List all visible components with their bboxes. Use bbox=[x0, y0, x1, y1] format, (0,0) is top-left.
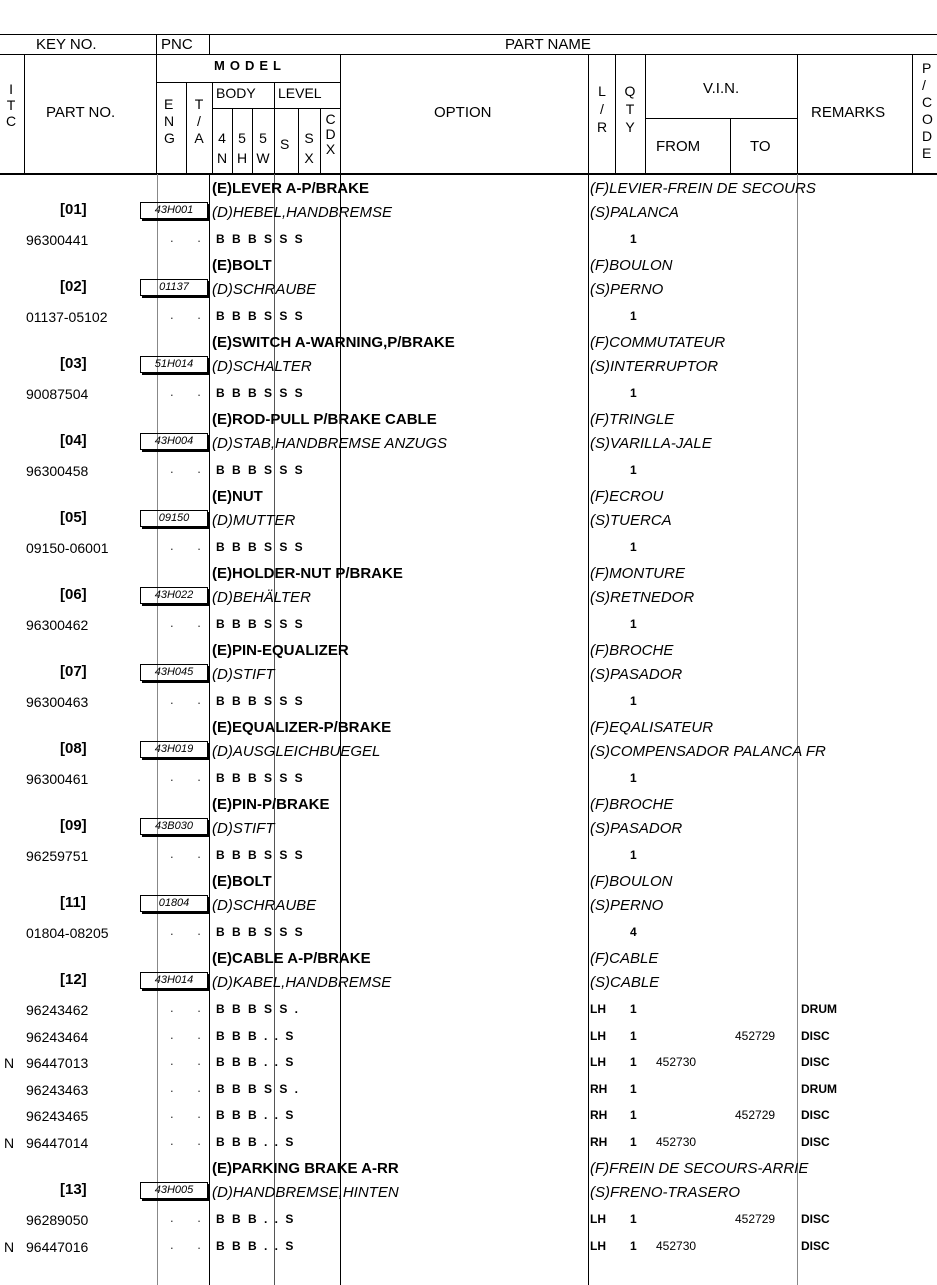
german-name: (D)AUSGLEICHBUEGEL bbox=[212, 743, 381, 760]
itc-code: N bbox=[4, 1134, 15, 1151]
part-number: 96259751 bbox=[26, 848, 89, 864]
model-applicability: B B B S S S bbox=[216, 540, 304, 554]
english-name: (E)NUT bbox=[212, 488, 263, 505]
key-number: [09] bbox=[60, 817, 87, 834]
level-sx-header: S X bbox=[304, 130, 314, 166]
ta-header: T / A bbox=[194, 96, 204, 146]
model-applicability: B B B S S . bbox=[216, 1002, 300, 1016]
qty-value: 1 bbox=[630, 771, 637, 785]
eng-ta-marks: . . bbox=[170, 1236, 211, 1252]
german-name: (D)HANDBREMSE,HINTEN bbox=[212, 1184, 399, 1201]
remarks-value: DISC bbox=[801, 1028, 830, 1043]
part-number: 96447013 bbox=[26, 1055, 89, 1071]
part-no-header: PART NO. bbox=[46, 104, 116, 121]
qty-value: 1 bbox=[630, 463, 637, 477]
key-no-header: KEY NO. bbox=[36, 36, 97, 53]
remarks-value: DISC bbox=[801, 1238, 830, 1253]
part-number: 01137-05102 bbox=[26, 309, 108, 325]
french-name: (F)BOULON bbox=[590, 873, 673, 890]
english-name: (E)PIN-P/BRAKE bbox=[212, 796, 330, 813]
german-name: (D)STAB,HANDBREMSE ANZUGS bbox=[212, 435, 448, 452]
eng-ta-marks: . . bbox=[170, 1000, 211, 1015]
model-applicability: B B B S S S bbox=[216, 232, 304, 246]
key-number: [13] bbox=[60, 1181, 87, 1198]
part-number: 96289050 bbox=[26, 1212, 89, 1228]
part-number: 96243464 bbox=[26, 1028, 89, 1045]
part-number: 96243463 bbox=[26, 1081, 89, 1098]
part-number: 96300458 bbox=[26, 463, 89, 479]
body-5h-header: 5 H bbox=[236, 130, 248, 166]
model-applicability: B B B . . S bbox=[216, 1028, 295, 1043]
level-s-header: S bbox=[280, 136, 290, 152]
spanish-name: (S)PERNO bbox=[590, 281, 664, 298]
eng-ta-marks: . . bbox=[170, 1210, 211, 1225]
english-name: (E)SWITCH A-WARNING,P/BRAKE bbox=[212, 334, 455, 351]
model-applicability: B B B S S S bbox=[216, 848, 304, 862]
part-number: 90087504 bbox=[26, 386, 89, 402]
pnc-box: 43H014 bbox=[140, 972, 208, 989]
model-applicability: B B B . . S bbox=[216, 1055, 295, 1069]
english-name: (E)LEVER A-P/BRAKE bbox=[212, 180, 369, 197]
spanish-name: (S)PASADOR bbox=[590, 666, 683, 683]
english-name: (E)PARKING BRAKE A-RR bbox=[212, 1160, 399, 1177]
part-number: 96300462 bbox=[26, 617, 89, 633]
qty-value: 1 bbox=[630, 1055, 637, 1069]
body-header: BODY bbox=[216, 85, 256, 101]
part-number: 96300463 bbox=[26, 694, 89, 710]
french-name: (F)BOULON bbox=[590, 257, 673, 274]
lr-value: LH bbox=[590, 1028, 606, 1043]
qty-value: 1 bbox=[630, 694, 637, 708]
model-applicability: B B B S S S bbox=[216, 617, 304, 631]
spanish-name: (S)RETNEDOR bbox=[590, 589, 695, 606]
english-name: (E)CABLE A-P/BRAKE bbox=[212, 950, 371, 967]
english-name: (E)EQUALIZER-P/BRAKE bbox=[212, 719, 392, 736]
eng-header: E N G bbox=[164, 96, 175, 146]
french-name: (F)ECROU bbox=[590, 488, 664, 505]
option-header: OPTION bbox=[434, 104, 492, 121]
body-5w-header: 5 W bbox=[256, 130, 270, 166]
qty-value: 1 bbox=[630, 1238, 637, 1253]
part-number: 96447014 bbox=[26, 1134, 89, 1151]
key-number: [12] bbox=[60, 971, 87, 988]
qty-value: 1 bbox=[630, 309, 637, 323]
french-name: (F)BROCHE bbox=[590, 642, 674, 659]
pnc-box: 43H019 bbox=[140, 741, 208, 758]
pnc-header: PNC bbox=[161, 36, 193, 53]
french-name: (F)BROCHE bbox=[590, 796, 674, 813]
part-number: 96243462 bbox=[26, 1002, 89, 1018]
lr-value: RH bbox=[590, 1134, 608, 1149]
model-applicability: B B B . . S bbox=[216, 1238, 295, 1253]
vin-to: 452729 bbox=[735, 1028, 776, 1043]
qty-value: 1 bbox=[630, 1002, 637, 1016]
vin-to: 452729 bbox=[735, 1108, 776, 1122]
spanish-name: (S)COMPENSADOR PALANCA FR bbox=[590, 743, 826, 760]
vin-from: 452730 bbox=[656, 1055, 697, 1069]
remarks-value: DRUM bbox=[801, 1002, 837, 1016]
eng-ta-marks: . . bbox=[170, 1053, 211, 1068]
eng-ta-marks: . . bbox=[170, 1079, 211, 1095]
qty-value: 4 bbox=[630, 925, 637, 939]
spanish-name: (S)VARILLA-JALE bbox=[590, 435, 712, 452]
pnc-box: 43H004 bbox=[140, 433, 208, 450]
english-name: (E)BOLT bbox=[212, 873, 272, 890]
qty-value: 1 bbox=[630, 540, 637, 554]
english-name: (E)ROD-PULL P/BRAKE CABLE bbox=[212, 411, 437, 428]
spanish-name: (S)FRENO-TRASERO bbox=[590, 1184, 740, 1201]
itc-code: N bbox=[4, 1238, 15, 1255]
french-name: (F)LEVIER-FREIN DE SECOURS bbox=[590, 180, 816, 197]
key-number: [05] bbox=[60, 509, 87, 526]
spanish-name: (S)TUERCA bbox=[590, 512, 672, 529]
eng-ta-marks: . . bbox=[170, 1026, 211, 1042]
part-number: 96300461 bbox=[26, 771, 89, 787]
pnc-box: 01804 bbox=[140, 895, 208, 912]
vin-from-header: FROM bbox=[656, 138, 701, 155]
key-number: [04] bbox=[60, 432, 87, 449]
eng-ta-marks: . . bbox=[170, 1106, 211, 1121]
model-applicability: B B B . . S bbox=[216, 1108, 295, 1122]
remarks-value: DISC bbox=[801, 1055, 830, 1069]
german-name: (D)SCHALTER bbox=[212, 358, 312, 375]
level-header: LEVEL bbox=[278, 85, 322, 101]
model-applicability: B B B S S S bbox=[216, 309, 304, 323]
vin-from: 452730 bbox=[656, 1134, 697, 1149]
pnc-box: 51H014 bbox=[140, 356, 208, 373]
eng-ta-marks: . . bbox=[170, 769, 211, 784]
model-applicability: B B B S S S bbox=[216, 925, 304, 939]
eng-ta-marks: . . bbox=[170, 923, 211, 938]
key-number: [11] bbox=[60, 894, 86, 911]
qty-value: 1 bbox=[630, 1212, 637, 1226]
eng-ta-marks: . . bbox=[170, 384, 211, 399]
part-name-header: PART NAME bbox=[505, 36, 591, 53]
part-number: 01804-08205 bbox=[26, 925, 109, 941]
eng-ta-marks: . . bbox=[170, 692, 211, 707]
header-top-rule bbox=[0, 34, 937, 35]
model-applicability: B B B S S . bbox=[216, 1081, 300, 1096]
key-number: [08] bbox=[60, 740, 87, 757]
body-4n-header: 4 N bbox=[216, 130, 228, 166]
vin-from: 452730 bbox=[656, 1238, 697, 1253]
lr-value: LH bbox=[590, 1055, 606, 1069]
key-number: [06] bbox=[60, 586, 87, 603]
lr-header: L / R bbox=[596, 83, 608, 135]
french-name: (F)EQALISATEUR bbox=[590, 719, 714, 736]
pnc-box: 01137 bbox=[140, 279, 208, 296]
english-name: (E)BOLT bbox=[212, 257, 272, 274]
qty-value: 1 bbox=[630, 232, 637, 246]
german-name: (D)SCHRAUBE bbox=[212, 897, 317, 914]
english-name: (E)PIN-EQUALIZER bbox=[212, 642, 349, 659]
model-applicability: B B B S S S bbox=[216, 463, 304, 477]
itc-code: N bbox=[4, 1055, 15, 1071]
spanish-name: (S)CABLE bbox=[590, 974, 660, 991]
vin-header: V.I.N. bbox=[703, 80, 740, 97]
lr-value: LH bbox=[590, 1002, 606, 1016]
model-applicability: B B B S S S bbox=[216, 694, 304, 708]
lr-column-rule bbox=[588, 174, 589, 1285]
eng-ta-marks: . . bbox=[170, 461, 211, 476]
model-applicability: B B B . . S bbox=[216, 1212, 295, 1226]
lr-value: RH bbox=[590, 1108, 608, 1122]
remarks-value: DISC bbox=[801, 1134, 830, 1149]
part-number: 96243465 bbox=[26, 1108, 89, 1124]
model-rule bbox=[156, 82, 340, 83]
german-name: (D)MUTTER bbox=[212, 512, 296, 529]
model-applicability: B B B . . S bbox=[216, 1134, 295, 1149]
qty-value: 1 bbox=[630, 848, 637, 862]
eng-ta-marks: . . bbox=[170, 615, 211, 630]
french-name: (F)TRINGLE bbox=[590, 411, 675, 428]
model-applicability: B B B S S S bbox=[216, 771, 304, 785]
pcode-header: P / C O D E bbox=[922, 60, 933, 161]
german-name: (D)STIFT bbox=[212, 666, 275, 683]
level-cdx-header: C D X bbox=[325, 111, 336, 157]
french-name: (F)COMMUTATEUR bbox=[590, 334, 726, 351]
spanish-name: (S)PASADOR bbox=[590, 820, 683, 837]
german-name: (D)BEHÄLTER bbox=[212, 589, 311, 606]
pnc-box: 43H045 bbox=[140, 664, 208, 681]
model-applicability: B B B S S S bbox=[216, 386, 304, 400]
qty-value: 1 bbox=[630, 386, 637, 400]
pnc-box: 09150 bbox=[140, 510, 208, 527]
french-name: (F)FREIN DE SECOURS-ARRIE bbox=[590, 1160, 809, 1177]
key-number: [02] bbox=[60, 278, 87, 295]
spanish-name: (S)PERNO bbox=[590, 897, 664, 914]
pnc-box: 43H022 bbox=[140, 587, 208, 604]
eng-ta-marks: . . bbox=[170, 230, 211, 245]
pnc-box: 43B030 bbox=[140, 818, 208, 835]
qty-header: Q T Y bbox=[624, 83, 636, 135]
spanish-name: (S)PALANCA bbox=[590, 204, 679, 221]
itc-header: I T C bbox=[6, 81, 17, 129]
german-name: (D)STIFT bbox=[212, 820, 275, 837]
part-number: 09150-06001 bbox=[26, 540, 109, 556]
lr-value: LH bbox=[590, 1238, 606, 1253]
eng-ta-marks: . . bbox=[170, 1132, 211, 1148]
english-name: (E)HOLDER-NUT P/BRAKE bbox=[212, 565, 403, 582]
remarks-header: REMARKS bbox=[811, 104, 886, 121]
qty-value: 1 bbox=[630, 1028, 637, 1043]
vin-rule bbox=[645, 118, 797, 119]
qty-value: 1 bbox=[630, 1108, 637, 1122]
spanish-name: (S)INTERRUPTOR bbox=[590, 358, 719, 375]
qty-value: 1 bbox=[630, 1081, 637, 1096]
french-name: (F)MONTURE bbox=[590, 565, 685, 582]
eng-ta-marks: . . bbox=[170, 307, 211, 322]
remarks-value: DISC bbox=[801, 1212, 830, 1226]
vin-to: 452729 bbox=[735, 1212, 776, 1226]
key-number: [03] bbox=[60, 355, 87, 372]
german-name: (D)HEBEL,HANDBREMSE bbox=[212, 204, 393, 221]
key-number: [01] bbox=[60, 201, 87, 218]
lr-value: LH bbox=[590, 1212, 606, 1226]
pnc-box: 43H005 bbox=[140, 1182, 208, 1199]
german-name: (D)KABEL,HANDBREMSE bbox=[212, 974, 392, 991]
key-number: [07] bbox=[60, 663, 87, 680]
part-number: 96300441 bbox=[26, 232, 89, 248]
qty-value: 1 bbox=[630, 617, 637, 631]
remarks-value: DISC bbox=[801, 1108, 830, 1122]
remarks-value: DRUM bbox=[801, 1081, 837, 1096]
eng-ta-marks: . . bbox=[170, 846, 211, 861]
part-number: 96447016 bbox=[26, 1238, 89, 1255]
french-name: (F)CABLE bbox=[590, 950, 659, 967]
eng-ta-marks: . . bbox=[170, 538, 211, 553]
model-header: MODEL bbox=[214, 58, 286, 73]
pnc-box: 43H001 bbox=[140, 202, 208, 219]
lr-value: RH bbox=[590, 1081, 608, 1096]
vin-to-header: TO bbox=[750, 138, 771, 155]
qty-value: 1 bbox=[630, 1134, 637, 1149]
german-name: (D)SCHRAUBE bbox=[212, 281, 317, 298]
